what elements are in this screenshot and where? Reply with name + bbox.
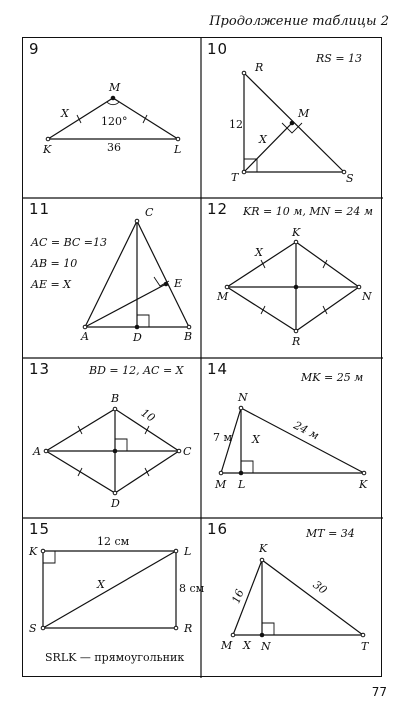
given-condition: MT = 34: [306, 527, 355, 540]
top-side-length-label: 12 см: [97, 535, 130, 548]
vertex-label-c: C: [145, 206, 154, 219]
hypotenuse-length-label: 24 м: [291, 418, 322, 443]
rhombus-figure: [23, 358, 201, 518]
right-side-length-label: 8 см: [179, 582, 205, 595]
vertex-label-m: M: [217, 290, 229, 303]
vertex-label-l: L: [184, 545, 192, 558]
problem-10-cell: [201, 38, 383, 198]
page-number: 77: [371, 685, 387, 699]
problem-number: 13: [29, 360, 51, 378]
side-length-label: 10: [138, 406, 158, 425]
vertex-label-c: C: [183, 445, 192, 458]
segment-label-x: X: [243, 639, 251, 652]
problems-table: [22, 37, 382, 677]
base-length-label: 36: [107, 141, 121, 154]
vertex-label-a: A: [33, 445, 41, 458]
vertex-label-a: A: [81, 330, 89, 343]
vertex-label-m: M: [215, 478, 227, 491]
given-condition: MK = 25 м: [301, 371, 364, 384]
vertex-label-r: R: [184, 622, 193, 635]
vertex-label-b: B: [184, 330, 193, 343]
given-condition: BD = 12, AC = X: [89, 364, 184, 377]
altitude-label-x: X: [259, 133, 267, 146]
vertex-label-m: M: [298, 107, 310, 120]
problem-number: 9: [29, 40, 40, 58]
left-side-length-label: 16: [229, 587, 247, 606]
right-triangle-altitude-figure: [201, 518, 383, 678]
vertex-label-k: K: [259, 542, 268, 555]
point-label-e: E: [174, 277, 183, 290]
rhombus-figure: [201, 198, 383, 358]
side-length-label: 12: [229, 118, 243, 131]
vertex-label-r: R: [292, 335, 301, 348]
vertex-label-n: N: [238, 391, 248, 404]
leg-length-label: 7 м: [213, 431, 233, 444]
table-continuation-title: Продолжение таблицы 2: [209, 14, 389, 29]
problem-number: 14: [207, 360, 229, 378]
problem-number: 12: [207, 200, 229, 218]
vertex-label-k: K: [43, 143, 52, 156]
vertex-label-s: S: [346, 172, 354, 185]
vertex-label-b: B: [111, 392, 120, 405]
problem-13-cell: [23, 358, 201, 518]
vertex-label-k: K: [29, 545, 38, 558]
problem-number: 10: [207, 40, 229, 58]
problem-9-cell: [23, 38, 201, 198]
side-label-x: X: [61, 107, 69, 120]
angle-label: 120°: [101, 115, 128, 128]
side-label-x: X: [252, 433, 260, 446]
diagonal-label-x: X: [97, 578, 105, 591]
point-label-d: D: [133, 331, 142, 344]
vertex-label-s: S: [29, 622, 37, 635]
foot-label-l: L: [238, 478, 246, 491]
foot-label-n: N: [261, 640, 271, 653]
vertex-label-m: M: [221, 639, 233, 652]
vertex-label-k: K: [292, 226, 301, 239]
problem-14-cell: [201, 358, 383, 518]
vertex-label-r: R: [255, 61, 264, 74]
problem-number: 15: [29, 520, 51, 538]
problem-number: 11: [29, 200, 51, 218]
given-condition-3: AE = X: [31, 278, 72, 291]
given-condition-1: AC = BC =13: [31, 236, 107, 249]
given-condition: KR = 10 м, MN = 24 м: [243, 205, 374, 218]
vertex-label-m: M: [109, 81, 121, 94]
right-side-length-label: 30: [310, 578, 330, 597]
given-condition-2: AB = 10: [31, 257, 78, 270]
vertex-label-d: D: [111, 497, 120, 510]
problem-16-cell: [201, 518, 383, 678]
vertex-label-l: L: [174, 143, 182, 156]
vertex-label-n: N: [362, 290, 372, 303]
problem-12-cell: [201, 198, 383, 358]
figure-caption: SRLK — прямоугольник: [45, 651, 185, 664]
vertex-label-k: K: [359, 478, 368, 491]
problem-number: 16: [207, 520, 229, 538]
side-label-x: X: [255, 246, 263, 259]
vertex-label-t: T: [361, 640, 369, 653]
problem-15-cell: [23, 518, 205, 678]
problem-11-cell: [23, 198, 201, 358]
vertex-label-t: T: [231, 171, 239, 184]
given-condition: RS = 13: [316, 52, 363, 65]
